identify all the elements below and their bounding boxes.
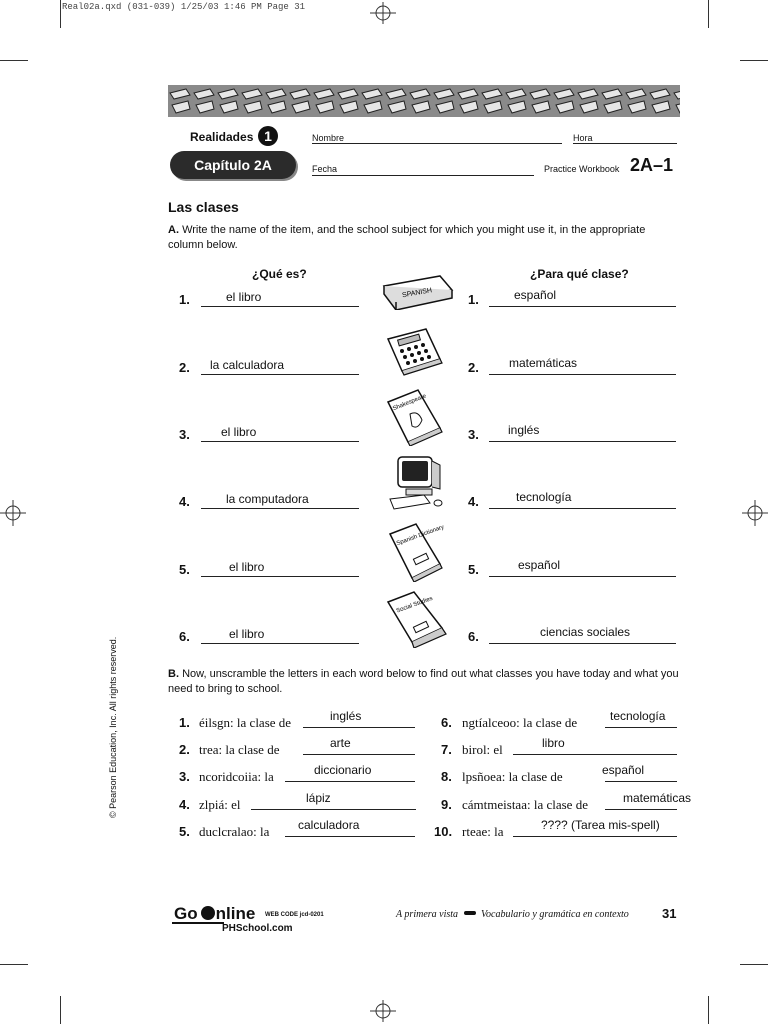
nombre-label: Nombre	[312, 133, 345, 143]
level-badge: 1	[258, 126, 278, 146]
row-number-left: 2.	[179, 360, 190, 375]
shakespeare-book-icon	[384, 388, 444, 446]
nombre-field[interactable]	[312, 143, 562, 144]
part-b-text: Now, unscramble the letters in each word below to find out what classes you have today and what you need to bring to school.	[168, 668, 679, 695]
unscramble-answer-line[interactable]	[605, 809, 677, 810]
item-answer: la computadora	[226, 492, 309, 506]
item-answer-line[interactable]	[201, 374, 359, 375]
copyright-notice: © Pearson Education, Inc. All rights reserved.	[108, 636, 118, 818]
unscramble-number: 4.	[179, 797, 190, 812]
crop-mark	[740, 964, 768, 965]
part-a-instructions	[168, 223, 680, 253]
unscramble-answer: calculadora	[298, 818, 360, 832]
unscramble-answer: libro	[542, 736, 565, 750]
unscramble-answer: español	[602, 763, 645, 777]
item-answer-line[interactable]	[201, 306, 359, 307]
subject-answer: matemáticas	[509, 356, 578, 370]
unscramble-answer: ???? (Tarea mis-spell)	[541, 818, 660, 832]
social-studies-book-icon	[384, 590, 450, 648]
file-header: Real02a.qxd (031-039) 1/25/03 1:46 PM Page 31	[62, 2, 306, 12]
unscramble-answer: tecnología	[610, 709, 666, 723]
row-number-left: 4.	[179, 494, 190, 509]
row-number-right: 6.	[468, 629, 479, 644]
unscramble-answer-line[interactable]	[303, 727, 415, 728]
row-number-left: 6.	[179, 629, 190, 644]
unscramble-number: 6.	[441, 715, 452, 730]
item-answer: el libro	[229, 627, 265, 641]
globe-icon	[201, 906, 215, 920]
unscramble-answer: diccionario	[314, 763, 372, 777]
unscramble-number: 9.	[441, 797, 452, 812]
item-answer: el libro	[229, 560, 265, 574]
calculator-icon	[382, 325, 444, 377]
unscramble-number: 8.	[441, 769, 452, 784]
part-b-instructions	[168, 667, 680, 697]
registration-target-icon	[370, 1000, 396, 1022]
crop-mark	[0, 60, 28, 61]
item-answer-line[interactable]	[201, 441, 359, 442]
part-b-label: B.	[168, 668, 179, 680]
crop-mark	[60, 0, 61, 28]
crop-mark	[60, 996, 61, 1024]
item-answer-line[interactable]	[201, 576, 359, 577]
subject-answer: español	[514, 288, 557, 302]
row-number-right: 5.	[468, 562, 479, 577]
crop-mark	[708, 996, 709, 1024]
row-number-left: 3.	[179, 427, 190, 442]
unscramble-answer-line[interactable]	[605, 781, 677, 782]
unscramble-answer-line[interactable]	[303, 754, 415, 755]
subject-answer-line[interactable]	[489, 306, 676, 307]
row-number-right: 4.	[468, 494, 479, 509]
unscramble-answer: lápiz	[306, 791, 331, 805]
scrambled-prompt: duclcralao: la	[199, 824, 270, 839]
scrambled-prompt: ncoridcoiia: la	[199, 769, 274, 784]
subject-answer: tecnología	[516, 490, 572, 504]
row-number-right: 2.	[468, 360, 479, 375]
subject-answer-line[interactable]	[489, 643, 676, 644]
footer-rule	[172, 922, 224, 924]
hora-field[interactable]	[573, 143, 677, 144]
unscramble-answer-line[interactable]	[251, 809, 416, 810]
unscramble-number: 5.	[179, 824, 190, 839]
unscramble-number: 2.	[179, 742, 190, 757]
subject-answer: español	[518, 558, 561, 572]
unscramble-answer: arte	[330, 736, 351, 750]
crop-mark	[708, 0, 709, 28]
scrambled-prompt: zlpiá: el	[199, 797, 241, 812]
scrambled-prompt: rteae: la	[462, 824, 504, 839]
row-number-right: 3.	[468, 427, 479, 442]
item-answer: el libro	[226, 290, 262, 304]
dictionary-label: Spanish Dictionary	[395, 524, 445, 548]
go-online-logo	[174, 904, 255, 924]
hora-label: Hora	[573, 133, 593, 143]
book-name: A primera vista	[396, 909, 459, 920]
registration-target-icon	[0, 500, 26, 526]
practice-label: Practice Workbook	[544, 164, 620, 174]
subject-answer-line[interactable]	[489, 374, 676, 375]
spanish-book-icon	[380, 270, 456, 310]
row-number-right: 1.	[468, 292, 479, 307]
fecha-field[interactable]	[312, 175, 534, 176]
scrambled-prompt: cámtmeistaa: la clase de	[462, 797, 588, 812]
registration-target-icon	[742, 500, 768, 526]
crop-mark	[0, 964, 28, 965]
part-a-label: A.	[168, 224, 179, 236]
go-text: Go	[174, 904, 198, 923]
footer-book-title	[396, 909, 629, 920]
item-answer: la calculadora	[210, 358, 285, 372]
web-code: WEB CODE jcd-0201	[265, 912, 324, 918]
social-studies-label: Social Studies	[395, 595, 434, 615]
unscramble-answer-line[interactable]	[605, 727, 677, 728]
decorative-banner	[168, 85, 680, 117]
chapter-badge: Capítulo 2A	[170, 151, 296, 179]
unscramble-number: 10.	[434, 824, 453, 839]
subject-answer-line[interactable]	[489, 576, 676, 577]
page-title: Las clases	[168, 199, 239, 215]
shakespeare-label: Shakespeare	[392, 393, 428, 413]
item-answer: el libro	[221, 425, 257, 439]
scrambled-prompt: trea: la clase de	[199, 742, 280, 757]
scrambled-prompt: ngtíalceoo: la clase de	[462, 715, 578, 730]
unscramble-answer: inglés	[330, 709, 362, 723]
scrambled-prompt: lpsñoea: la clase de	[462, 769, 563, 784]
fecha-label: Fecha	[312, 164, 338, 174]
col-header-para-que-clase: ¿Para qué clase?	[530, 267, 629, 281]
page-number: 31	[662, 906, 677, 921]
online-text: nline	[215, 904, 256, 923]
unscramble-number: 3.	[179, 769, 190, 784]
col-header-que-es: ¿Qué es?	[252, 267, 307, 281]
unscramble-answer: matemáticas	[623, 791, 692, 805]
item-answer-line[interactable]	[201, 508, 359, 509]
computer-icon	[386, 453, 446, 511]
part-a-text: Write the name of the item, and the school subject for which you might use it, in the appropriate column below.	[168, 224, 646, 251]
section-name: Vocabulario y gramática en contexto	[481, 909, 629, 920]
subject-answer: inglés	[508, 423, 540, 437]
subject-answer: ciencias sociales	[540, 625, 631, 639]
unscramble-answer-line[interactable]	[513, 754, 677, 755]
unscramble-answer-line[interactable]	[285, 781, 415, 782]
subject-answer-line[interactable]	[489, 508, 676, 509]
row-number-left: 1.	[179, 292, 190, 307]
subject-answer-line[interactable]	[489, 441, 676, 442]
crop-mark	[740, 60, 768, 61]
footer-dash	[464, 911, 476, 915]
scrambled-prompt: éilsgn: la clase de	[199, 715, 292, 730]
spanish-book-label: SPANISH	[401, 287, 433, 300]
item-answer-line[interactable]	[201, 643, 359, 644]
spanish-dictionary-icon	[386, 522, 446, 582]
row-number-left: 5.	[179, 562, 190, 577]
unscramble-number: 7.	[441, 742, 452, 757]
series-label: Realidades	[190, 130, 254, 144]
page-code: 2A–1	[630, 155, 674, 175]
registration-target-icon	[370, 2, 396, 24]
unscramble-answer-line[interactable]	[513, 836, 677, 837]
scrambled-prompt: birol: el	[462, 742, 503, 757]
unscramble-number: 1.	[179, 715, 190, 730]
unscramble-answer-line[interactable]	[285, 836, 415, 837]
phschool-link[interactable]: PHSchool.com	[222, 923, 293, 934]
